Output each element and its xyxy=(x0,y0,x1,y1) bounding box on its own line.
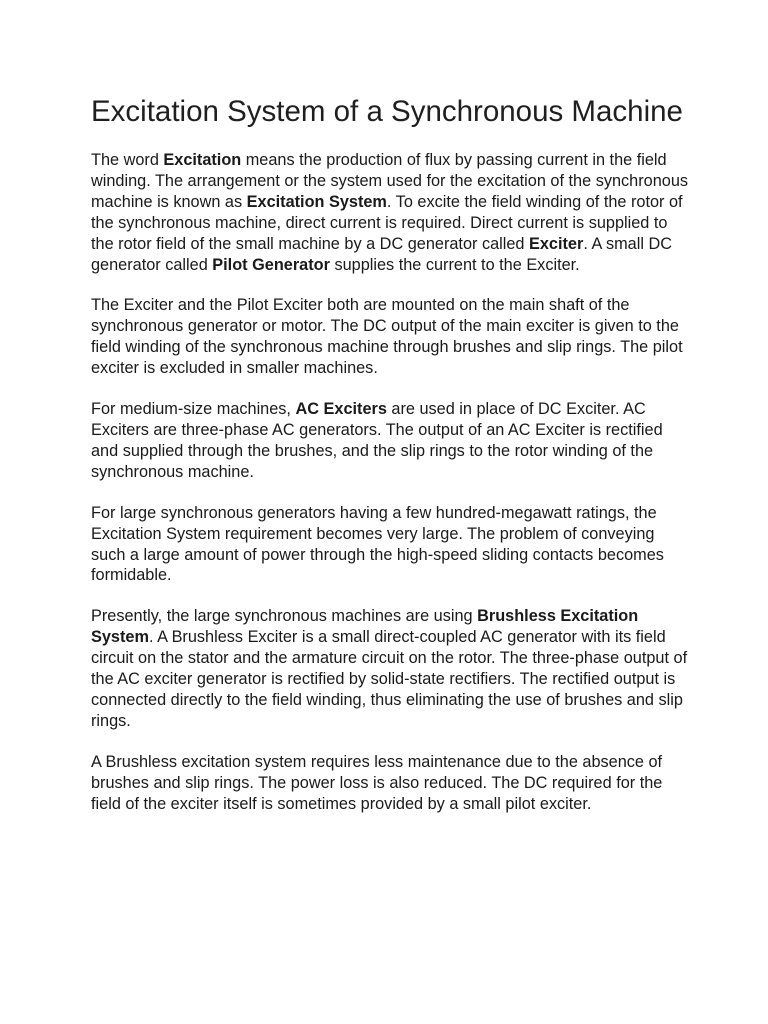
bold-term: Brushless Excitation System xyxy=(91,607,639,647)
paragraph xyxy=(91,399,691,483)
bold-term: AC Exciters xyxy=(295,400,387,419)
bold-term: Pilot Generator xyxy=(212,255,330,274)
bold-term: Exciter xyxy=(529,234,584,253)
text-run: supplies the current to the Exciter. xyxy=(329,255,580,274)
text-run: . A Brushless Exciter is a small direct-coupled AC generator with its field circuit on the stator and the armature circuit on the rotor. The three-phase output of the AC exciter generator is rectified by solid-state rectifiers. The rectified output is connected directly to the field winding, thus eliminating the use of brushes and slip rings. xyxy=(91,628,688,730)
text-run: . To excite the field winding of the rotor of the synchronous machine, direct current is required. Direct current is supplied to the rotor field of the small machine by a DC generator called xyxy=(91,192,683,253)
document-title: Excitation System of a Synchronous Machine xyxy=(91,95,683,128)
text-run: Presently, the large synchronous machines are using xyxy=(91,607,478,626)
paragraph xyxy=(91,503,691,587)
text-run: means the production of flux by passing current in the field winding. The arrangement or the system used for the excitation of the synchronous machine is known as xyxy=(91,151,689,211)
text-run: . A small DC generator called xyxy=(91,234,672,274)
text-run: The Exciter and the Pilot Exciter both are mounted on the main shaft of the synchronous generator or motor. The DC output of the main exciter is given to the field winding of the synchronous machine through brushes and slip rings. The pilot exciter is excluded in smaller machines. xyxy=(91,296,683,378)
document-body xyxy=(91,150,691,814)
text-run: For medium-size machines, xyxy=(91,400,296,419)
bold-term: Excitation System xyxy=(246,192,387,211)
text-run: A Brushless excitation system requires less maintenance due to the absence of brushes and slip rings. The power loss is also reduced. The DC required for the field of the exciter itself is sometimes provided by a small pilot exciter. xyxy=(91,752,663,813)
document-page xyxy=(91,93,691,834)
text-run: are used in place of DC Exciter. AC Exciters are three-phase AC generators. The output of an AC Exciter is rectified and supplied through the brushes, and the slip rings to the rotor winding of the synchronous machine. xyxy=(91,400,663,481)
paragraph xyxy=(91,150,691,275)
paragraph xyxy=(91,606,691,731)
text-run: For large synchronous generators having a few hundred-megawatt ratings, the Excitation System requirement becomes very large. The problem of conveying such a large amount of power through the high-speed sliding contacts becomes formidable. xyxy=(91,503,664,585)
paragraph xyxy=(91,752,691,815)
text-run: The word xyxy=(91,151,164,169)
bold-term: Excitation xyxy=(163,151,242,169)
paragraph xyxy=(91,295,691,379)
